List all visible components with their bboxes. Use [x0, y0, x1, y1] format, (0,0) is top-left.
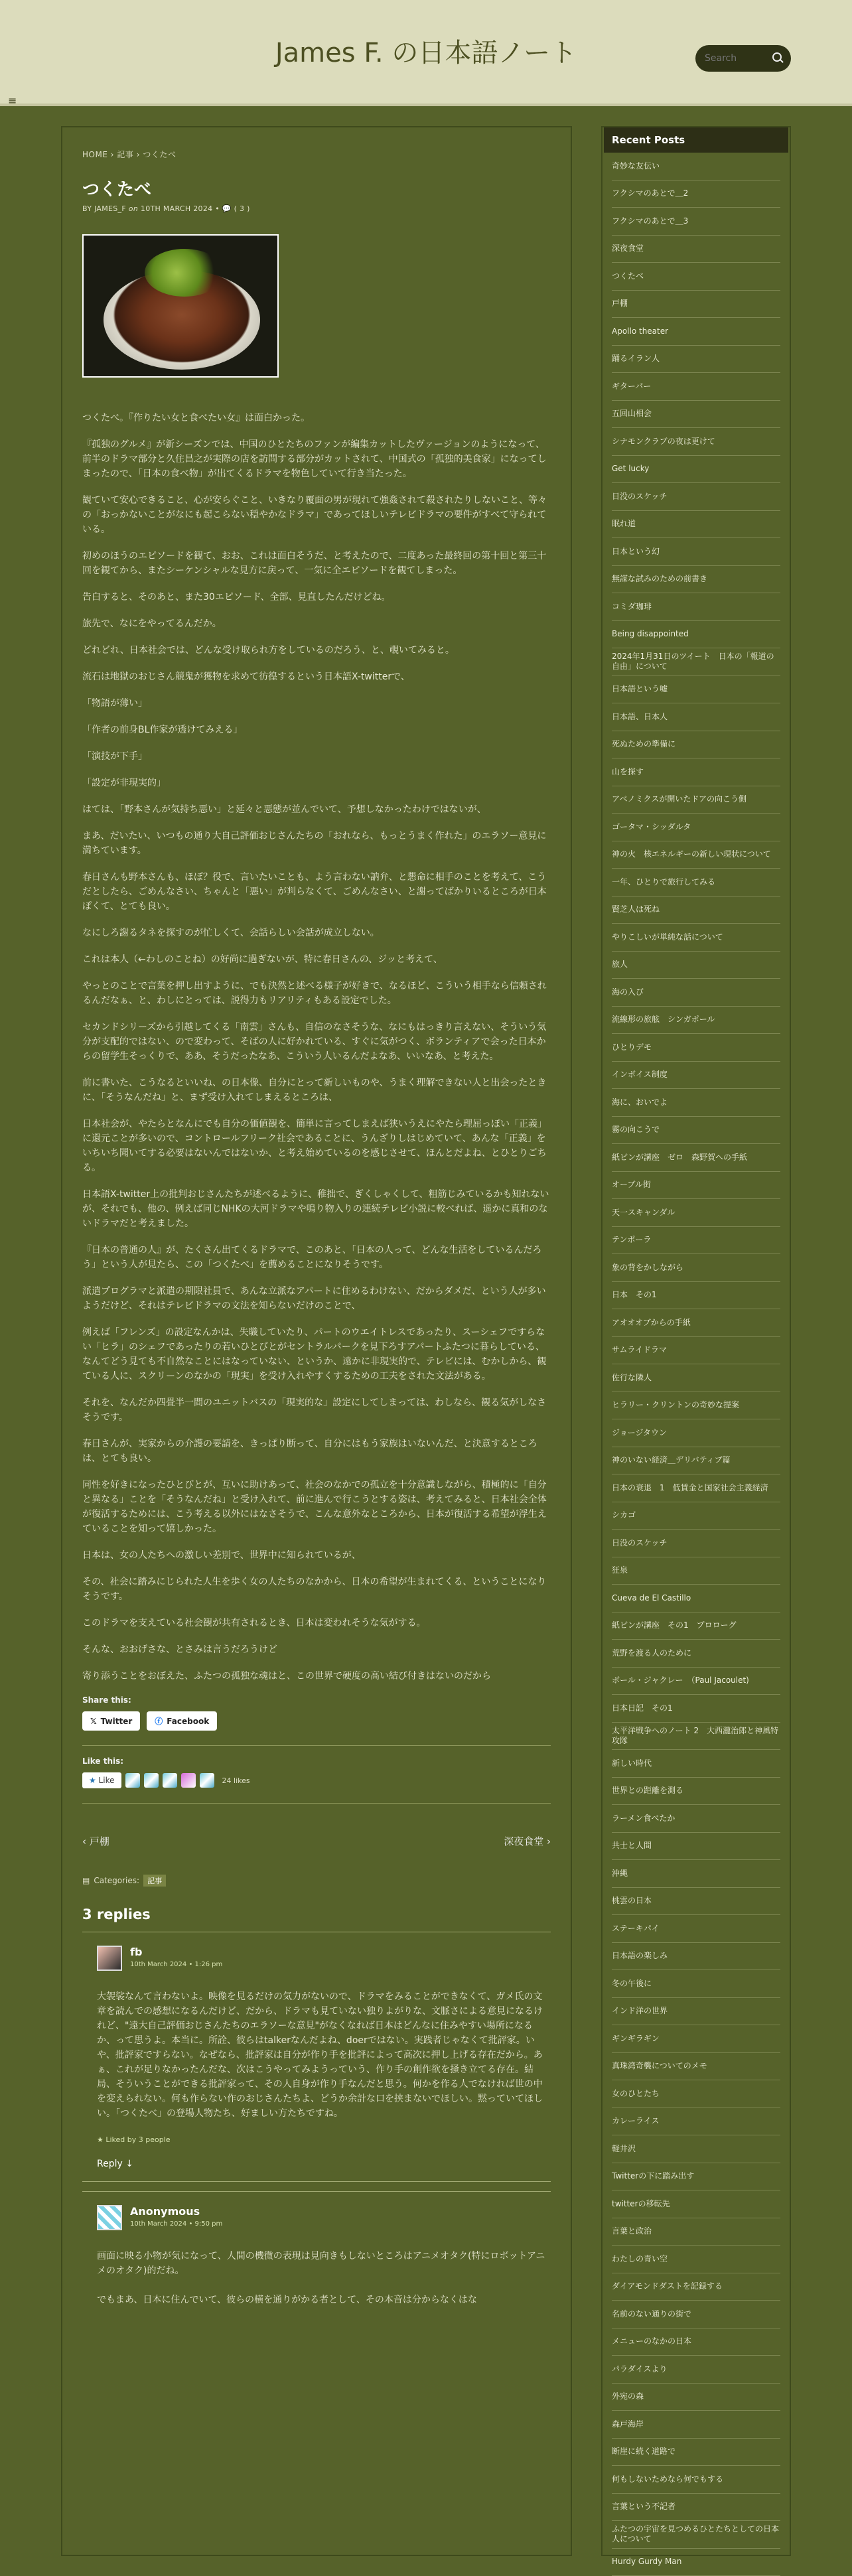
search-box[interactable] [695, 45, 791, 72]
commenter-avatar [97, 1946, 122, 1971]
breadcrumb-separator: › [137, 150, 140, 159]
post-paragraph: セカンドシリーズから引越してくる「南雲」さんも、自信のなさそうな、なにもはっきり言えない、そういう気分が支配的ではない、ので変わって、そばの人に好かれている、すぐに気がつく、ボランティアで会った日本からの留学生そっくりで、ああ、そうだったなあ、こういう人いるんだよなあ、いいなあ、と考えた。 [82, 1020, 551, 1064]
sidebar-item-recent-post[interactable]: Being disappointed [612, 621, 780, 649]
sidebar-item-recent-post[interactable]: やりこしいが単純な話について [612, 924, 780, 952]
sidebar-item-recent-post[interactable]: 日没のスケッチ [612, 1530, 780, 1557]
post-paragraph: 日本は、女の人たちへの激しい差別で、世界中に知られているが、 [82, 1548, 551, 1563]
search-input[interactable] [705, 53, 771, 64]
post-paragraph: その、社会に踏みにじられた人生を歩く女の人たちのなかから、日本の希望が生まれてくる、ということになりそうです。 [82, 1575, 551, 1604]
sidebar-item-recent-post[interactable]: 名前のない通りの街で [612, 2301, 780, 2328]
facebook-label: Facebook [167, 1717, 209, 1726]
comment-text: 大袈裟なんて言わないよ。映像を見るだけの気力がないので、ドラマをみることができなくて、ガメ氏の文章を読んでの感想になるんだけど、だから、ドラマも見ていない独りよがりな、文脈さによる意見になるけれど、"遠大自己評価おじさんたちのエラソーな意見"がなくなれば日本はどんなに住みやすい場所になるか、って思うよ。本当に。所詮、彼らはtalkerなんだよね、doerではない。実践者じゃなくて批評家。いや、批評家ですらない。なぜなら、批評家は自分が作り手を批評によって高次に押し上げる存在だから。あぁ、これが足りなかったんだな、次はこうやってみようっていう、作り手の創作欲を掻き立てる存在。結局、そういうことができる批評家って、その人自身が作り手なんだと思う。何かを作る人でなければ世の中を変えられない。何も作らない作のおじさんたちよ、どうか余計な口を挟まないでほしい。黙っていてほしい。「つくたべ」の登場人物たち、好ましい方たちですね。 [97, 1989, 551, 2121]
liker-avatar[interactable] [144, 1773, 159, 1788]
menu-icon[interactable]: ≡ [8, 94, 17, 107]
like-label: Like [99, 1776, 115, 1785]
facebook-icon: ⓕ [155, 1715, 163, 1727]
sidebar-item-recent-post[interactable]: 天一スキャンダル [612, 1199, 780, 1227]
post-paragraph: そんな、おおげさな、とさみは言うだろうけど [82, 1642, 551, 1657]
featured-image[interactable] [82, 234, 279, 378]
sidebar-item-recent-post[interactable]: 日本 その1 [612, 1282, 780, 1310]
byline-comment-count[interactable]: ( 3 ) [234, 204, 250, 213]
post-paragraph: 春日さんも野本さんも、ほぼ？役で、言いたいことも、よう言わない訥弁、と懇命に相手のことを考えて、こうだとしたら、ごめんなさい、ちゃんと「悪い」が判らなくて、ごめんなさい、と謝ってばかりいるところが日本ぽくて、とても良い。 [82, 870, 551, 914]
sidebar-item-recent-post[interactable]: 日本語、日本人 [612, 703, 780, 731]
sidebar-item-recent-post[interactable]: ゴータマ・シッダルタ [612, 814, 780, 841]
byline-on: on [129, 204, 138, 213]
sidebar-item-recent-post[interactable]: コミダ珈琲 [612, 593, 780, 621]
sidebar-item-recent-post[interactable]: 日本語の楽しみ [612, 1943, 780, 1971]
post-paragraph: 観ていて安心できること、心が安らぐこと、いきなり覆面の男が現れて強姦されて殺されたりしないこと、等々の「おっかないことがなにも起こらない穏やかなドラマ」であってほしいテレビドラマの要件がすべて守られている。 [82, 493, 551, 537]
byline-author[interactable]: JAMES_F [94, 204, 126, 213]
sidebar-item-recent-post[interactable]: 奇妙な友伝い [612, 153, 780, 180]
sidebar-item-recent-post[interactable]: 言葉という不記者 [612, 2494, 780, 2522]
sidebar-item-recent-post[interactable]: 日本の衰退 1 低賃金と国家社会主義経済 [612, 1474, 780, 1502]
sidebar-item-recent-post[interactable]: シカゴ [612, 1502, 780, 1530]
sidebar-item-recent-post[interactable]: Apollo theater [612, 318, 780, 346]
sidebar-item-recent-post[interactable]: 世界との距離を測る [612, 1778, 780, 1806]
sidebar-item-recent-post[interactable]: 冬の午後に [612, 1970, 780, 1998]
sidebar-item-recent-post[interactable]: パラダイスより [612, 2356, 780, 2384]
sidebar-item-recent-post[interactable]: ギターパー [612, 373, 780, 401]
liked-label: Liked by 3 people [106, 2135, 170, 2144]
post-paragraph: 前に書いた、こうなるといいね、の日本像、自分にとって新しいものや、うまく理解できない人と出会ったときに、「そうなんだね」と、まず受け入れてしまえるところは、 [82, 1076, 551, 1105]
next-post-link[interactable]: 深夜食堂 › [504, 1834, 551, 1848]
site-header [0, 0, 852, 106]
sidebar-item-recent-post[interactable]: 海の入び [612, 979, 780, 1007]
sidebar-item-recent-post[interactable]: 一年、ひとりで旅行してみる [612, 869, 780, 896]
sidebar-item-recent-post[interactable]: ギンギラギン [612, 2025, 780, 2053]
sidebar-item-recent-post[interactable]: ひとりデモ [612, 1034, 780, 1062]
facebook-share-button[interactable] [147, 1711, 217, 1731]
sidebar-item-recent-post[interactable]: 森戸海岸 [612, 2411, 780, 2439]
like-heading: Like this: [82, 1756, 551, 1766]
post-paragraph: なにしろ謝るタネを探すのが忙しくて、会話らしい会話が成立しない。 [82, 926, 551, 940]
categories [82, 1875, 551, 1887]
sidebar-item-recent-post[interactable]: ふたつの宇宙を見つめるひとたちとしての日本人について [612, 2521, 780, 2549]
breadcrumb-category[interactable]: 記事 [117, 150, 133, 159]
greens-shape [145, 249, 224, 297]
sidebar-item-recent-post[interactable]: サムライドラマ [612, 1337, 780, 1365]
sidebar-item-recent-post[interactable]: フクシマのあとで＿2 [612, 180, 780, 208]
post-paragraph: 旅先で、なにをやってるんだか。 [82, 616, 551, 631]
sidebar-item-recent-post[interactable]: 霧の向こうで [612, 1117, 780, 1145]
commenter-name[interactable]: fb [130, 1946, 222, 1958]
twitter-share-button[interactable] [82, 1711, 140, 1731]
sidebar-item-recent-post[interactable]: 狂泉 [612, 1557, 780, 1585]
divider [82, 1803, 551, 1804]
previous-post-link[interactable]: ‹ 戸棚 [82, 1834, 109, 1848]
post-paragraph: 告白すると、そのあと、また30エピソード、全部、見直したんだけどね。 [82, 590, 551, 605]
post-paragraph: どれどれ、日本社会では、どんな受け取られ方をしているのだろう、と、覗いてみると。 [82, 643, 551, 658]
sidebar-item-recent-post[interactable]: Cueva de El Castillo [612, 1585, 780, 1612]
sidebar-item-recent-post[interactable]: 海に、おいでよ [612, 1089, 780, 1117]
sidebar-item-recent-post[interactable]: ヒラリー・クリントンの奇妙な提案 [612, 1392, 780, 1420]
sidebar-item-recent-post[interactable]: 日本日記 その1 [612, 1695, 780, 1723]
sidebar-item-recent-post[interactable]: 紙ピンが講座 ゼロ 森野賀への手紙 [612, 1144, 780, 1172]
likes-row [82, 1772, 551, 1788]
post-paragraph: はては、「野本さんが気持ち悪い」と延々と悪態が並んでいて、予想しなかったわけではないが、 [82, 802, 551, 817]
sidebar-item-recent-post[interactable]: シナモンクラブの夜は更けて [612, 428, 780, 456]
sidebar-item-recent-post[interactable]: 旅人 [612, 952, 780, 979]
sidebar-item-recent-post[interactable]: 沖縄 [612, 1860, 780, 1888]
sidebar-item-recent-post[interactable]: 荒野を渡る人のために [612, 1640, 780, 1668]
post-paragraph: 派遣プログラマと派遣の期限社員で、あんな立派なアパートに住めるわけない、だからダメだ、という人が多いようだけど、それはテレビドラマの文法を知らないだけのことで、 [82, 1284, 551, 1313]
post-paragraph: これは本人（←わしのことね）の好尚に過ぎないが、特に春日さんの、ジッと考えて、 [82, 952, 551, 967]
breadcrumb [82, 149, 551, 160]
like-count: 24 likes [222, 1776, 250, 1785]
star-icon: ★ [89, 1776, 96, 1785]
byline-by: BY [82, 204, 92, 213]
byline-date[interactable]: 10TH MARCH 2024 [141, 204, 213, 213]
sidebar-item-recent-post[interactable]: ラーメン食べたか [612, 1805, 780, 1833]
sidebar-item-recent-post[interactable]: 無謀な試みのための前書き [612, 566, 780, 594]
liker-avatar[interactable] [200, 1773, 214, 1788]
post-paragraph: 『日本の普通の人』が、たくさん出てくるドラマで、このあと、「日本の人って、どんな生活をしているんだろう」という人が見たら、この「つくたべ」を薦めることになりそうです。 [82, 1243, 551, 1272]
sidebar-item-recent-post[interactable]: 象の背をかしながら [612, 1254, 780, 1282]
star-icon: ★ [97, 2135, 104, 2144]
sidebar-item-recent-post[interactable]: 神の火 核エネルギーの新しい現状について [612, 841, 780, 869]
post-paragraph: 日本語X-twitter上の批判おじさんたちが述べるように、稚拙で、ぎくしゃくして、粗筋じみているかも知れないが、それでも、他の、例えば同じNHKの大河ドラマや鳴り物入りの連続テレビ小説に較べれば、遥かに真和のないドラマだと考えました。 [82, 1187, 551, 1231]
post-paragraph: 春日さんが、実家からの介護の要請を、きっぱり断って、自分にはもう家族はいないんだ、と決意するところは、とても良い。 [82, 1437, 551, 1466]
post-paragraph: やっとのことで言葉を押し出すように、でも決然と述べる様子が好きで、なるほど、こういう相手なら信頼されるんだなぁ、と、わしにとっては、説得力もリアリティもある設定でした。 [82, 979, 551, 1008]
sidebar-item-recent-post[interactable]: 桃雲の日本 [612, 1888, 780, 1916]
sidebar-item-recent-post[interactable]: 軽井沢 [612, 2135, 780, 2163]
twitter-icon: 𝕏 [90, 1717, 97, 1726]
comment [82, 2191, 551, 2319]
post-paragraph: 初めのほうのエピソードを観て、おお、これは面白そうだ、と考えたので、二度あった最終回の第十回と第三十回を観てから、またシーケンシャルな見方に戻って、一気に全エピソードを観てしまった。 [82, 549, 551, 578]
sidebar-item-recent-post[interactable]: 女のひとたち [612, 2080, 780, 2108]
post-paragraph: 流石は地獄のおじさん競鬼が獲物を求めて彷徨するという日本語X-twitterで、 [82, 670, 551, 684]
post-paragraph: 寄り添うことをおぼえた、ふたつの孤独な魂はと、この世界で硬度の高い結び付きはないのだから [82, 1669, 551, 1683]
comment-text: 画面に映る小物が気になって、人間の機微の表現は見向きもしないところはアニメオタク(特にロボットアニメのオタク)的だね。 でもまあ、日本に住んでいて、彼らの横を通りがかる者として、その本音は分からなくはな [97, 2249, 551, 2307]
share-heading: Share this: [82, 1695, 551, 1705]
byline-separator: • [215, 204, 220, 213]
sidebar-item-recent-post[interactable]: メニューのなかの日本 [612, 2328, 780, 2356]
sidebar-item-recent-post[interactable]: アオオオブからの手紙 [612, 1309, 780, 1337]
post-paragraph: つくたべ。『作りたい女と食べたい女』は面白かった。 [82, 411, 551, 425]
post-body [82, 411, 551, 1683]
sidebar-item-recent-post[interactable]: 五回山相会 [612, 401, 780, 429]
post-title: つくたべ [82, 176, 551, 200]
commenter-name[interactable]: Anonymous [130, 2205, 222, 2218]
sidebar-item-recent-post[interactable]: Get lucky [612, 456, 780, 484]
sidebar-item-recent-post[interactable]: 神のいない経済＿デリバティブ篇 [612, 1447, 780, 1475]
sidebar-item-recent-post[interactable]: 太平洋戦争へのノート 2 大西瀧治郎と神風特攻隊 [612, 1723, 780, 1751]
categories-label: Categories: [94, 1876, 139, 1885]
comment-date[interactable]: 10th March 2024 • 9:50 pm [130, 2220, 222, 2228]
sidebar-item-recent-post[interactable]: 日本語という嘘 [612, 676, 780, 704]
sidebar-item-recent-post[interactable]: 2024年1月31日のツイート 日本の「報道の自由」について [612, 648, 780, 676]
search-icon[interactable] [771, 51, 784, 66]
sidebar-item-recent-post[interactable]: 眠れ道 [612, 511, 780, 539]
sidebar-item-recent-post[interactable]: ボール・ジャクレー （Paul Jacoulet) [612, 1668, 780, 1695]
share-buttons [82, 1711, 551, 1731]
replies-heading: 3 replies [82, 1906, 551, 1922]
sidebar-item-recent-post[interactable]: 山を探す [612, 758, 780, 786]
main-content [61, 126, 572, 2556]
post-paragraph: 「作者の前身BL作家が透けてみえる」 [82, 723, 551, 737]
post-paragraph: 例えば「フレンズ」の設定なんかは、失職していたり、パートのウエイトレスであったり、スーシェフですらない「ヒラ」のシェフであったりの若いひとびとがセントラルパークを見下ろすアパートふたつに暮らしている、なんてどう見ても不自然なことにはなっていない、というか、遠かに非現実的で、テレビには、むかしから、観ている人に、スクリーンのなかの「現実」を受け入れやすくするための工夫をされた文法がある。 [82, 1325, 551, 1384]
post-paragraph: このドラマを支えている社会観が共有されるとき、日本は変われそうな気がする。 [82, 1616, 551, 1630]
sidebar-item-recent-post[interactable]: わたしの青い空 [612, 2246, 780, 2273]
sidebar-item-recent-post[interactable]: 賢芝人は死ね [612, 896, 780, 924]
folder-icon: ▤ [82, 1876, 90, 1885]
sidebar-item-recent-post[interactable]: アベノミクスが開いたドアの向こう側 [612, 786, 780, 814]
sidebar-item-recent-post[interactable]: 断崖に続く道路で [612, 2439, 780, 2467]
sidebar-item-recent-post[interactable]: 踊るイラン人 [612, 346, 780, 374]
post-paragraph: 同性を好きになったひとびとが、互いに助けあって、社会のなかでの孤立を十分意識しながら、積極的に「自分と異なる」ことを「そうなんだね」と受け入れて、前に進んで行こうとする姿は、考えてみると、日本社会全体が復活するためには、こう考える以外にはなさそうで、こんな意外なところから、日本が復活する希望が浮生えていることを知って嬉しかった。 [82, 1478, 551, 1536]
comment [82, 1932, 551, 2182]
sidebar-item-recent-post[interactable]: インボイス制度 [612, 1062, 780, 1090]
like-button[interactable] [82, 1772, 121, 1788]
sidebar-item-recent-post[interactable]: ステーキパイ [612, 1915, 780, 1943]
sidebar-item-recent-post[interactable]: 紙ピンが講座 その1 プロローグ [612, 1612, 780, 1640]
liker-avatar[interactable] [125, 1773, 140, 1788]
sidebar-item-recent-post[interactable]: ジョージタウン [612, 1419, 780, 1447]
sidebar-item-recent-post[interactable]: オーブル街 [612, 1172, 780, 1200]
sidebar-item-recent-post[interactable]: 言葉と政治 [612, 2218, 780, 2246]
sidebar-item-recent-post[interactable]: 日没のスケッチ [612, 483, 780, 511]
sidebar-item-recent-post[interactable]: インド洋の世界 [612, 1998, 780, 2026]
breadcrumb-separator: › [111, 150, 114, 159]
post-byline [82, 204, 551, 213]
sidebar-item-recent-post[interactable]: 新しい時代 [612, 1750, 780, 1778]
post-paragraph: まあ、だいたい、いつもの通り大自己評価おじさんたちの「おれなら、もっとうまく作れた」のエラソー意見に満ちています。 [82, 829, 551, 858]
category-tag[interactable]: 記事 [143, 1875, 166, 1887]
post-paragraph: 日本社会が、やたらとなんにでも自分の価値観を、簡単に言ってしまえば狭いうえにやたら理屈っぽい「正義」に還元ことが多いので、コントロールフリーク社会であることに、うんざりしはじめていて、あんな「正義」をいちいち聞いてする必要はないんではないか、と考え始めているのを感じさせて、ほんとだよね、とひとりごちる。 [82, 1117, 551, 1175]
reply-link[interactable]: Reply ↓ [97, 2159, 551, 2169]
sidebar-item-recent-post[interactable]: 戸棚 [612, 291, 780, 319]
post-paragraph: 「演技が下手」 [82, 749, 551, 764]
comment-icon: 💬 [222, 204, 232, 213]
twitter-label: Twitter [101, 1717, 133, 1726]
post-navigation [82, 1834, 551, 1848]
liker-avatar[interactable] [163, 1773, 177, 1788]
comment-date[interactable]: 10th March 2024 • 1:26 pm [130, 1961, 222, 1968]
sidebar-item-recent-post[interactable]: 佐行な隣人 [612, 1364, 780, 1392]
sidebar-item-recent-post[interactable]: 流線形の旅舷 シンガポール [612, 1007, 780, 1035]
sidebar-item-recent-post[interactable]: Twitterの下に踏み出す [612, 2163, 780, 2191]
post-paragraph: 『孤独のグルメ』が新シーズンでは、中国のひとたちのファンが編集カットしたヴァージョンのようになって、前半のドラマ部分と久住昌之が実際の店を訪問する部分がカットされて、中国式の「孤独的美食家」になってしまったので、「日本の食べ物」が出てくるドラマを物色していて行き当たった。 [82, 437, 551, 481]
recent-posts-list [612, 153, 780, 2576]
sidebar-item-recent-post[interactable]: Hurdy Gurdy Man [612, 2549, 780, 2576]
sidebar-item-recent-post[interactable]: フクシマのあとで＿3 [612, 208, 780, 236]
site-title[interactable]: James F. の日本語ノート [0, 32, 852, 70]
post-paragraph: 「設定が非現実的」 [82, 776, 551, 790]
breadcrumb-home[interactable]: HOME [82, 150, 107, 159]
comment-liked-by [97, 2135, 551, 2144]
sidebar-item-recent-post[interactable]: 深夜食堂 [612, 236, 780, 263]
sidebar-item-recent-post[interactable]: つくたべ [612, 263, 780, 291]
sidebar-item-recent-post[interactable]: テンポーラ [612, 1227, 780, 1255]
post-paragraph: それを、なんだか四畳半一間のユニットバスの「現実的な」設定にしてしまっては、わしなら、観る気がしなさそうです。 [82, 1395, 551, 1425]
sidebar-item-recent-post[interactable]: 何もしないためなら何でもする [612, 2466, 780, 2494]
divider [82, 1745, 551, 1746]
liker-avatar[interactable] [181, 1773, 196, 1788]
sidebar-item-recent-post[interactable]: カレーライス [612, 2108, 780, 2136]
sidebar-item-recent-post[interactable]: 外宛の森 [612, 2384, 780, 2411]
post-paragraph: 「物語が薄い」 [82, 696, 551, 711]
breadcrumb-current: つくたべ [143, 150, 176, 159]
sidebar-item-recent-post[interactable]: 日本という幻 [612, 538, 780, 566]
commenter-avatar [97, 2205, 122, 2230]
sidebar-item-recent-post[interactable]: 真珠湾奇襲についてのメモ [612, 2053, 780, 2081]
sidebar [601, 126, 791, 2556]
sidebar-item-recent-post[interactable]: twitterの移転先 [612, 2190, 780, 2218]
sidebar-item-recent-post[interactable]: 死ぬための準備に [612, 731, 780, 759]
sidebar-title: Recent Posts [604, 127, 788, 153]
sidebar-item-recent-post[interactable]: 共士と人間 [612, 1833, 780, 1861]
sidebar-item-recent-post[interactable]: ダイアモンドダストを記録する [612, 2273, 780, 2301]
